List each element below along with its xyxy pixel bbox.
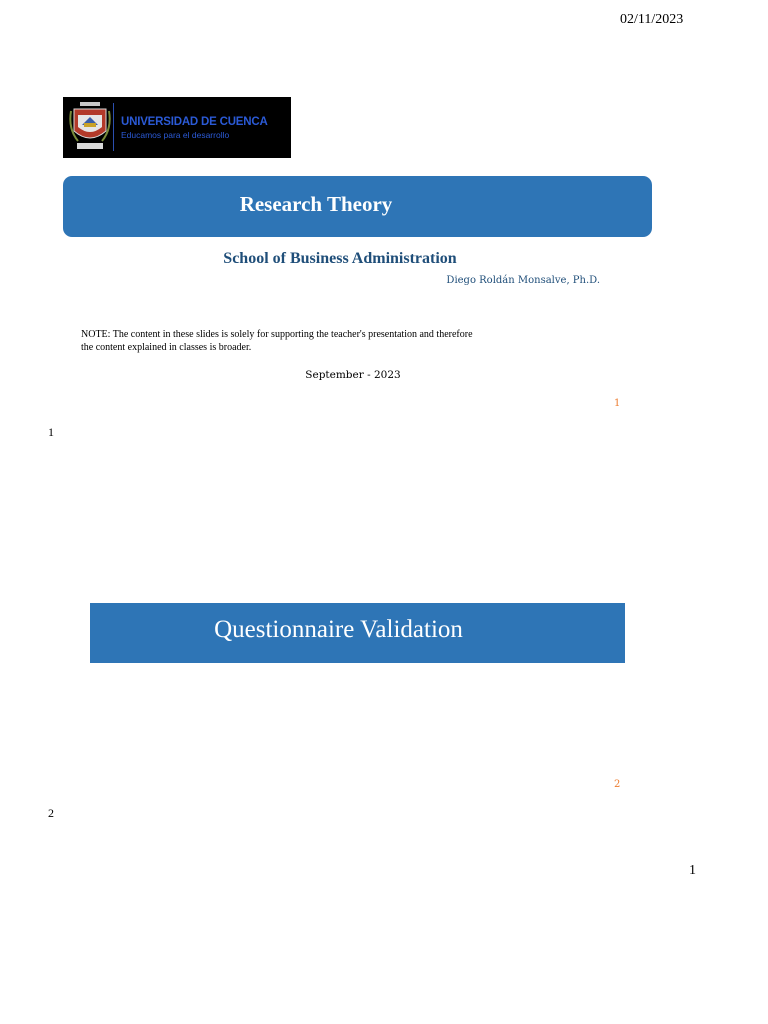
note-line-2: the content explained in classes is broader. xyxy=(81,341,252,353)
slide2-title: Questionnaire Validation xyxy=(214,616,463,643)
slide1-title: Research Theory xyxy=(239,192,393,216)
slide2-title-banner xyxy=(90,603,625,663)
page-number: 1 xyxy=(689,863,696,878)
slide1-title-banner xyxy=(63,176,652,237)
school-name: School of Business Administration xyxy=(223,250,457,267)
author-name: Diego Roldán Monsalve, Ph.D. xyxy=(446,275,600,286)
slide1-label: 1 xyxy=(48,425,54,439)
university-name: UNIVERSIDAD DE CUENCA xyxy=(121,116,268,128)
logo-divider xyxy=(113,103,114,151)
slide2-label: 2 xyxy=(48,806,54,820)
university-logo xyxy=(63,97,291,158)
course-period: September - 2023 xyxy=(305,369,401,381)
slide2-number: 2 xyxy=(614,779,621,790)
slide1-number: 1 xyxy=(614,398,621,409)
university-seal-icon xyxy=(68,101,112,154)
university-tagline: Educamos para el desarrollo xyxy=(121,130,230,140)
note-line-1: NOTE: The content in these slides is solely for supporting the teacher's presentation and therefore xyxy=(81,329,473,340)
page-date: 02/11/2023 xyxy=(620,12,684,27)
disclaimer-note xyxy=(81,329,521,354)
